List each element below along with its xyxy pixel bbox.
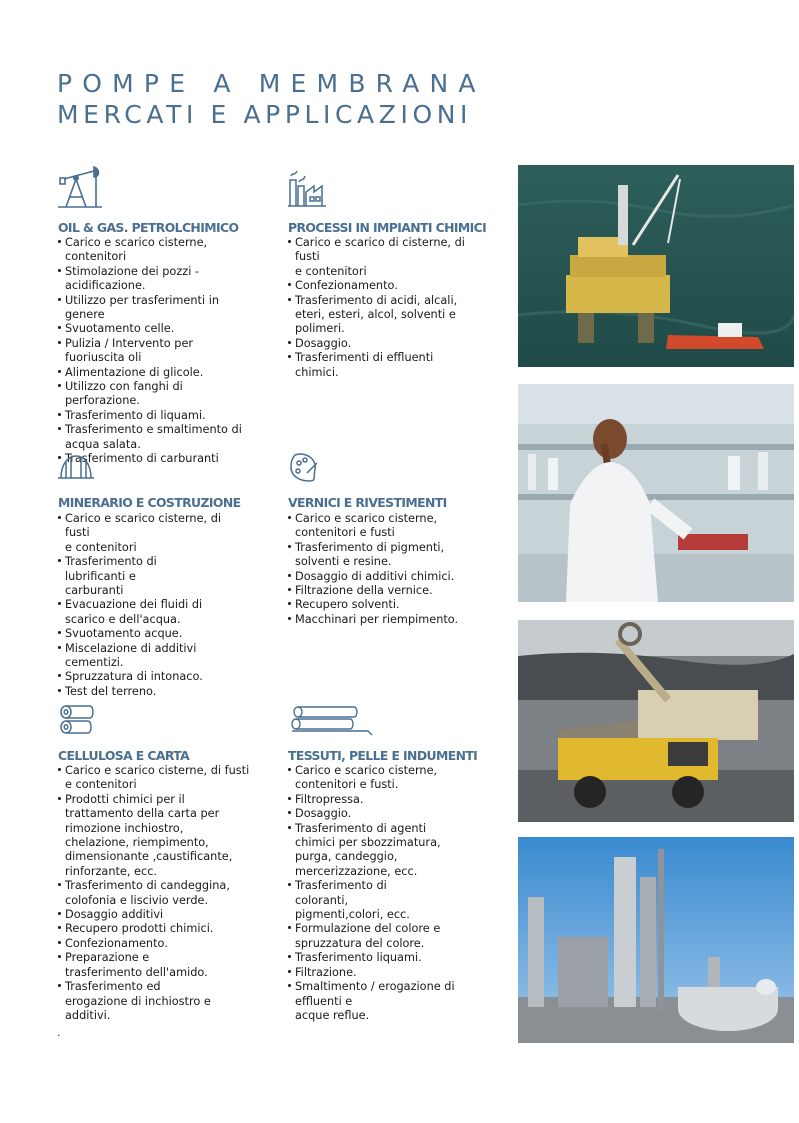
list-item: Dosaggio. <box>287 807 497 821</box>
list-item: Trasferimento di carburanti <box>57 452 267 466</box>
laboratory-scientist-photo <box>518 384 794 602</box>
list-item: Macchinari per riempimento. <box>287 613 497 627</box>
section-heading-chemical: PROCESSI IN IMPIANTI CHIMICI <box>288 220 487 235</box>
list-item: Carico e scarico cisterne, di fusti e contenitori <box>57 764 272 793</box>
list-item: Trasferimento di agenti chimici per sbozzimatura, purga, candeggio, mercerizzazione, ecc. <box>287 822 497 880</box>
list-item: Trasferimento di liquami. <box>57 409 267 423</box>
list-item: Trasferimenti di effluenti chimici. <box>287 351 497 380</box>
list-item: Recupero solventi. <box>287 598 497 612</box>
list-item: Evacuazione dei fluidi di scarico e dell'acqua. <box>57 598 267 627</box>
section-heading-textile: TESSUTI, PELLE E INDUMENTI <box>288 748 478 763</box>
list-item: Confezionamento. <box>57 937 272 951</box>
list-item: Preparazione e trasferimento dell'amido. <box>57 951 272 980</box>
list-item: Filtropressa. <box>287 793 497 807</box>
list-item: Filtrazione della vernice. <box>287 584 497 598</box>
paper-rolls-icon <box>58 703 98 737</box>
chemical-plant-icon <box>286 166 328 208</box>
list-item: Pulizia / Intervento per fuoriuscita oli <box>57 337 267 366</box>
mining-excavator-truck-photo <box>518 620 794 822</box>
list-item: Miscelazione di additivi cementizi. <box>57 642 267 671</box>
hard-hat-icon <box>56 450 96 482</box>
section-heading-paint: VERNICI E RIVESTIMENTI <box>288 495 447 510</box>
list-item: Spruzzatura di intonaco. <box>57 670 267 684</box>
list-item: Trasferimento liquami. <box>287 951 497 965</box>
section-heading-oil-gas: OIL & GAS. PETROLCHIMICO <box>58 220 239 235</box>
list-item: Dosaggio. <box>287 337 497 351</box>
list-item: Test del terreno. <box>57 685 267 699</box>
page-title <box>57 68 486 130</box>
list-item: Utilizzo con fanghi di perforazione. <box>57 380 267 409</box>
paint-list <box>287 512 497 627</box>
offshore-oil-platform-photo <box>518 165 794 367</box>
list-item: Trasferimento e smaltimento di acqua salata. <box>57 423 267 452</box>
list-item: Confezionamento. <box>287 279 497 293</box>
list-item: Alimentazione di glicole. <box>57 366 267 380</box>
list-item: Trasferimento di candeggina, colofonia e liscivio verde. <box>57 879 272 908</box>
list-item: Stimolazione dei pozzi - acidificazione. <box>57 265 267 294</box>
paper-list <box>57 764 272 1023</box>
list-item: Carico e scarico cisterne, di fusti e contenitori <box>57 512 267 555</box>
title-line-2: MERCATI E APPLICAZIONI <box>57 100 473 129</box>
paint-palette-icon <box>287 451 321 485</box>
list-item: Dosaggio additivi <box>57 908 272 922</box>
list-item: Carico e scarico cisterne, contenitori e fusti <box>287 512 497 541</box>
refinery-plant-photo <box>518 837 794 1043</box>
fabric-rolls-icon <box>288 704 374 736</box>
list-item: Utilizzo per trasferimenti in genere <box>57 294 267 323</box>
list-item: Smaltimento / erogazione di effluenti e acque reflue. <box>287 980 497 1023</box>
list-item: Carico e scarico di cisterne, di fusti e contenitori <box>287 236 497 279</box>
list-item: Filtrazione. <box>287 966 497 980</box>
list-item: Trasferimento di acidi, alcali, eteri, esteri, alcol, solventi e polimeri. <box>287 294 497 337</box>
list-item: Trasferimento di coloranti, pigmenti,colori, ecc. <box>287 879 497 922</box>
textile-list <box>287 764 497 1023</box>
list-item: Prodotti chimici per il trattamento della carta per rimozione inchiostro, chelazione, riempimento, dimensionante ,caustificante, rinforzante, ecc. <box>57 793 272 879</box>
list-item: Trasferimento di pigmenti, solventi e resine. <box>287 541 497 570</box>
section-heading-paper: CELLULOSA E CARTA <box>58 748 190 763</box>
list-item: Recupero prodotti chimici. <box>57 922 272 936</box>
trailing-dot: . <box>57 1026 61 1039</box>
list-item: Formulazione del colore e spruzzatura del colore. <box>287 922 497 951</box>
oil-gas-list <box>57 236 267 467</box>
list-item: Trasferimento ed erogazione di inchiostro e additivi. <box>57 980 272 1023</box>
list-item: Svuotamento celle. <box>57 322 267 336</box>
list-item: Carico e scarico cisterne, contenitori e fusti. <box>287 764 497 793</box>
list-item: Dosaggio di additivi chimici. <box>287 570 497 584</box>
oil-pumpjack-icon <box>56 165 106 211</box>
section-heading-mining: MINERARIO E COSTRUZIONE <box>58 495 241 510</box>
list-item: Trasferimento di lubrificanti e carburanti <box>57 555 267 598</box>
chemical-list <box>287 236 497 380</box>
title-line-1: POMPE A MEMBRANA <box>57 69 486 98</box>
mining-list <box>57 512 267 699</box>
list-item: Carico e scarico cisterne, contenitori <box>57 236 267 265</box>
list-item: Svuotamento acque. <box>57 627 267 641</box>
